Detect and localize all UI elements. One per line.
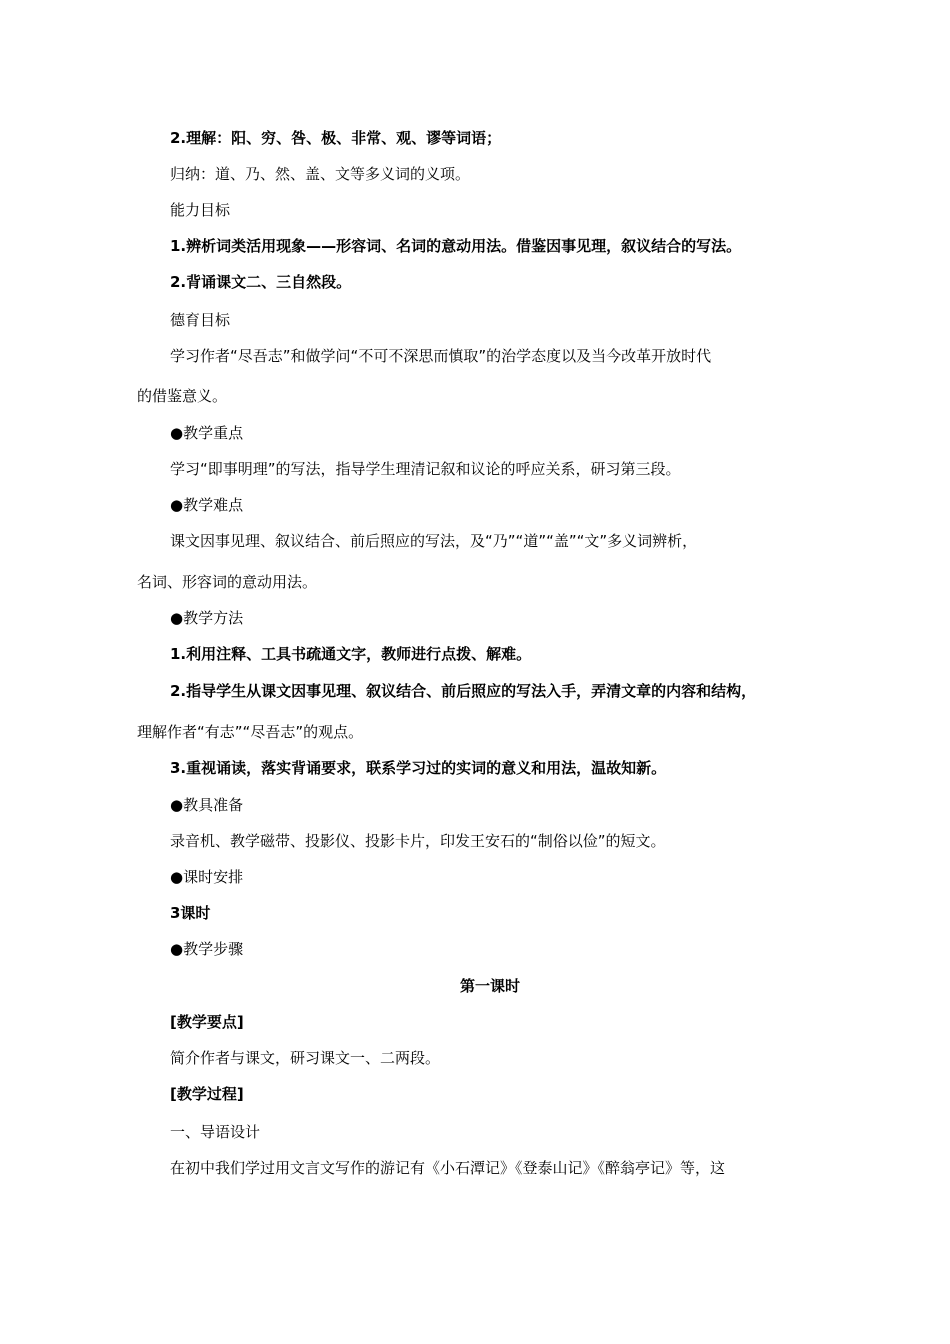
subsection-heading: 一、导语设计 <box>170 1123 261 1141</box>
text-line: 2.指导学生从课文因事见理、叙议结合、前后照应的写法入手，弄清文章的内容和结构， <box>170 682 757 700</box>
text-line: 理解作者“有志”“尽吾志”的观点。 <box>137 723 364 741</box>
text-line: 3课时 <box>170 904 211 922</box>
section-heading: ●教具准备 <box>170 796 244 814</box>
text-line: 的借鉴意义。 <box>137 387 228 405</box>
text-line: 1.利用注释、工具书疏通文字，教师进行点拨、解难。 <box>170 645 532 663</box>
text-line: 归纳：道、乃、然、盖、文等多义词的义项。 <box>170 165 471 183</box>
lesson-title: 第一课时 <box>459 977 520 995</box>
section-heading: ●教学重点 <box>170 424 244 442</box>
section-heading: ●教学步骤 <box>170 940 244 958</box>
text-line: 录音机、教学磁带、投影仪、投影卡片，印发王安石的“制俗以俭”的短文。 <box>170 832 666 850</box>
section-heading: ●课时安排 <box>170 868 244 886</box>
text-line: 2.背诵课文二、三自然段。 <box>170 273 352 291</box>
text-line: 简介作者与课文，研习课文一、二两段。 <box>170 1049 441 1067</box>
text-line: 课文因事见理、叙议结合、前后照应的写法，及“乃”“道”“盖”“文”多义词辨析， <box>170 532 698 550</box>
subsection-heading: [教学要点] <box>170 1013 244 1031</box>
text-line: 2.理解：阳、穷、咎、极、非常、观、谬等词语； <box>170 129 502 147</box>
text-line: 3.重视诵读，落实背诵要求，联系学习过的实词的意义和用法，温故知新。 <box>170 759 667 777</box>
section-heading: ●教学方法 <box>170 609 244 627</box>
text-line: 名词、形容词的意动用法。 <box>137 573 318 591</box>
text-line: 在初中我们学过用文言文写作的游记有《小石潭记》《登泰山记》《醉翁亭记》等，这 <box>170 1159 726 1177</box>
section-heading: 德育目标 <box>170 311 231 329</box>
section-heading: ●教学难点 <box>170 496 244 514</box>
text-line: 学习作者“尽吾志”和做学问“不可不深思而慎取”的治学态度以及当今改革开放时代 <box>170 347 712 365</box>
subsection-heading: [教学过程] <box>170 1085 244 1103</box>
text-line: 学习“即事明理”的写法，指导学生理清记叙和议论的呼应关系，研习第三段。 <box>170 460 681 478</box>
text-line: 1.辨析词类活用现象——形容词、名词的意动用法。借鉴因事见理，叙议结合的写法。 <box>170 237 742 255</box>
section-heading: 能力目标 <box>170 201 231 219</box>
